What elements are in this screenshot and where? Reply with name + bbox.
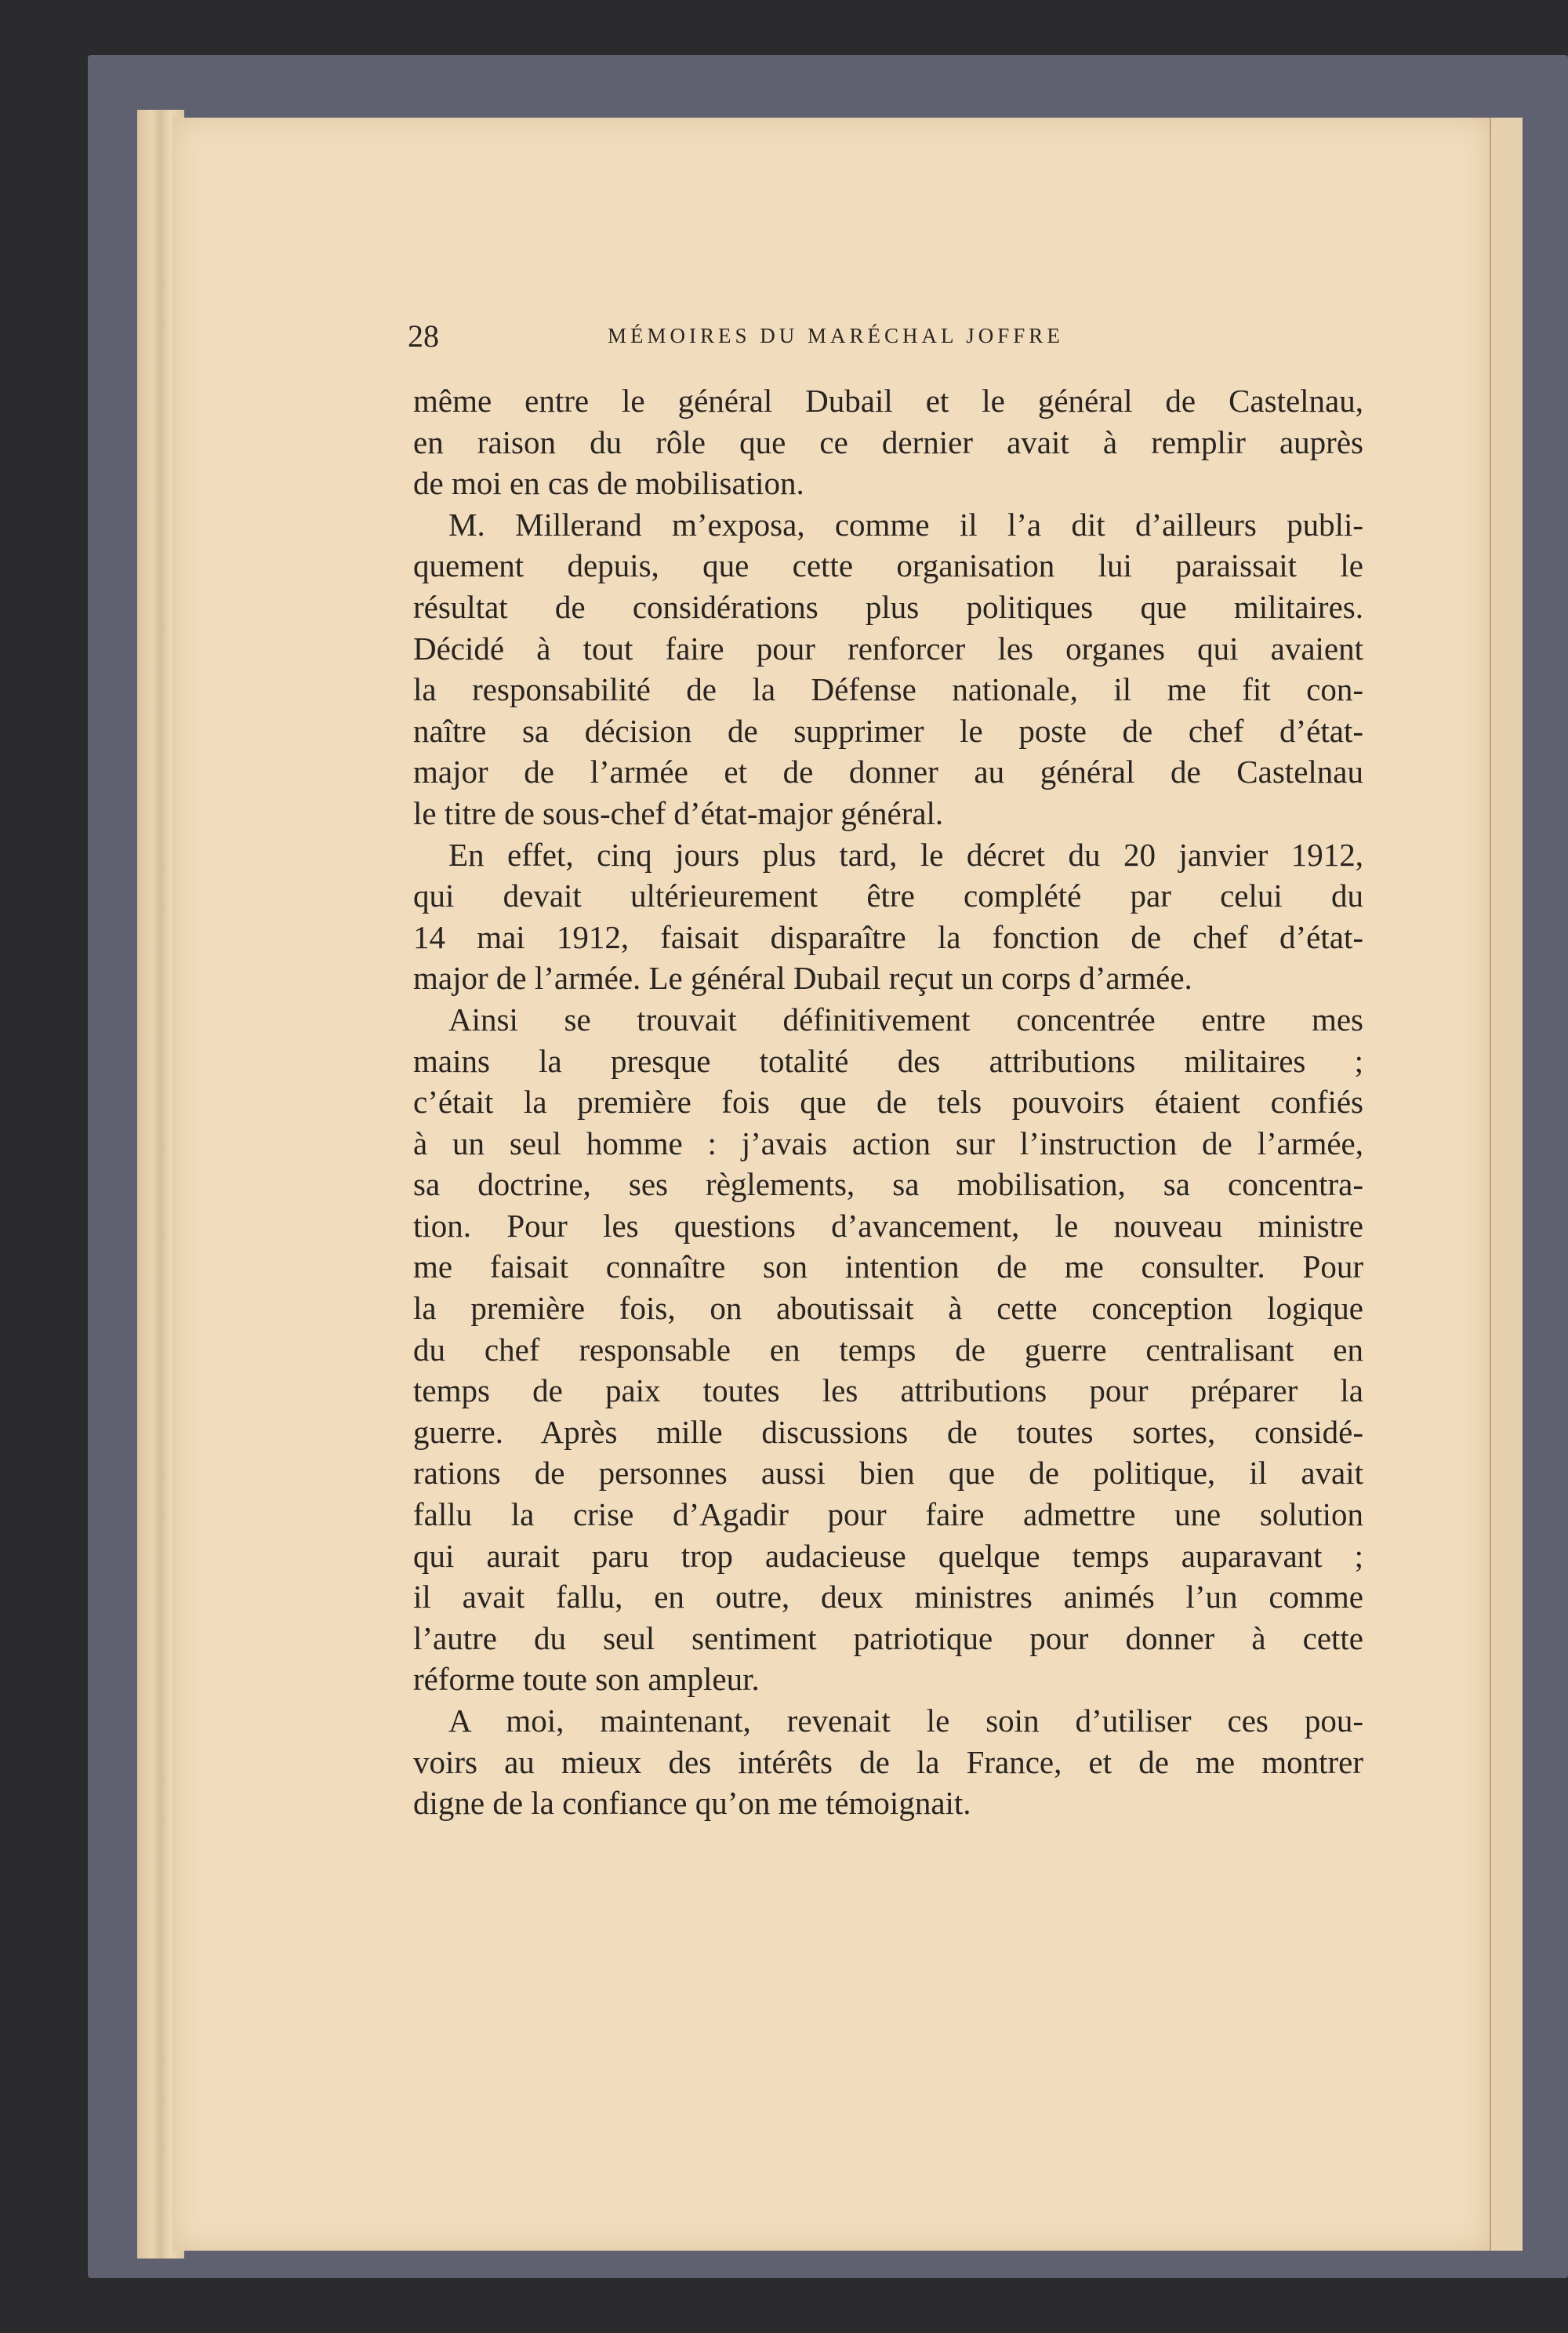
text-line: il avait fallu, en outre, deux ministres animés l’un comme (413, 1579, 1363, 1615)
text-line: major de l’armée et de donner au général de Castelnau (413, 754, 1363, 790)
text-line: qui devait ultérieurement être complété par celui du (413, 878, 1363, 914)
paragraph (413, 999, 1363, 1700)
text-line: c’était la première fois que de tels pouvoirs étaient confiés (413, 1084, 1363, 1121)
text-line: Décidé à tout faire pour renforcer les organes qui avaient (413, 630, 1363, 667)
text-line: résultat de considérations plus politiques que militaires. (413, 588, 1363, 625)
text-line: le titre de sous-chef d’état-major général. (413, 794, 944, 831)
text-line: voirs au mieux des intérêts de la France, et de me montrer (413, 1743, 1363, 1780)
text-line: tion. Pour les questions d’avancement, le nouveau ministre (413, 1207, 1363, 1244)
text-line: réforme toute son ampleur. (413, 1661, 760, 1698)
text-line: temps de paix toutes les attributions pour préparer la (413, 1372, 1363, 1409)
text-line: quement depuis, que cette organisation lui paraissait le (413, 547, 1363, 584)
paragraph (413, 834, 1363, 999)
text-line: Ainsi se trouvait définitivement concentrée entre mes (448, 1001, 1363, 1037)
text-line: rations de personnes aussi bien que de politique, il avait (413, 1455, 1363, 1492)
text-line: à un seul homme : j’avais action sur l’instruction de l’armée, (413, 1125, 1363, 1161)
running-title: MÉMOIRES DU MARÉCHAL JOFFRE (608, 324, 1064, 347)
body-text (413, 380, 1363, 1824)
paragraph (413, 1700, 1363, 1824)
text-line: même entre le général Dubail et le général de Castelnau, (413, 383, 1363, 419)
text-line: guerre. Après mille discussions de toutes sortes, considé- (413, 1413, 1363, 1450)
facing-page-edge (1490, 118, 1523, 2251)
text-line: la responsabilité de la Défense nationale, il me fit con- (413, 671, 1363, 708)
text-line: sa doctrine, ses règlements, sa mobilisation, sa concentra- (413, 1166, 1363, 1203)
paragraph (413, 380, 1363, 504)
text-line: A moi, maintenant, revenait le soin d’utiliser ces pou- (448, 1703, 1363, 1739)
page-number: 28 (408, 318, 439, 354)
text-line: de moi en cas de mobilisation. (413, 465, 804, 502)
text-line: l’autre du seul sentiment patriotique pour donner à cette (413, 1619, 1363, 1656)
text-line: la première fois, on aboutissait à cette conception logique (413, 1290, 1363, 1327)
text-line: 14 mai 1912, faisait disparaître la fonction de chef d’état- (413, 918, 1363, 955)
text-line: En effet, cinq jours plus tard, le décret du 20 janvier 1912, (448, 836, 1363, 873)
text-line: naître sa décision de supprimer le poste de chef d’état- (413, 712, 1363, 749)
text-line: qui aurait paru trop audacieuse quelque temps auparavant ; (413, 1537, 1363, 1574)
paragraph (413, 504, 1363, 834)
page-header (408, 318, 1364, 357)
text-line: du chef responsable en temps de guerre centralisant en (413, 1331, 1363, 1368)
text-line: major de l’armée. Le général Dubail reçut un corps d’armée. (413, 960, 1192, 997)
text-line: fallu la crise d’Agadir pour faire admettre une solution (413, 1496, 1363, 1533)
text-line: en raison du rôle que ce dernier avait à remplir auprès (413, 423, 1363, 460)
text-line: digne de la confiance qu’on me témoignait. (413, 1785, 971, 1822)
text-line: mains la presque totalité des attributions militaires ; (413, 1042, 1363, 1079)
text-line: me faisait connaître son intention de me consulter. Pour (413, 1248, 1363, 1285)
text-line: M. Millerand m’exposa, comme il l’a dit d’ailleurs publi- (448, 506, 1363, 543)
